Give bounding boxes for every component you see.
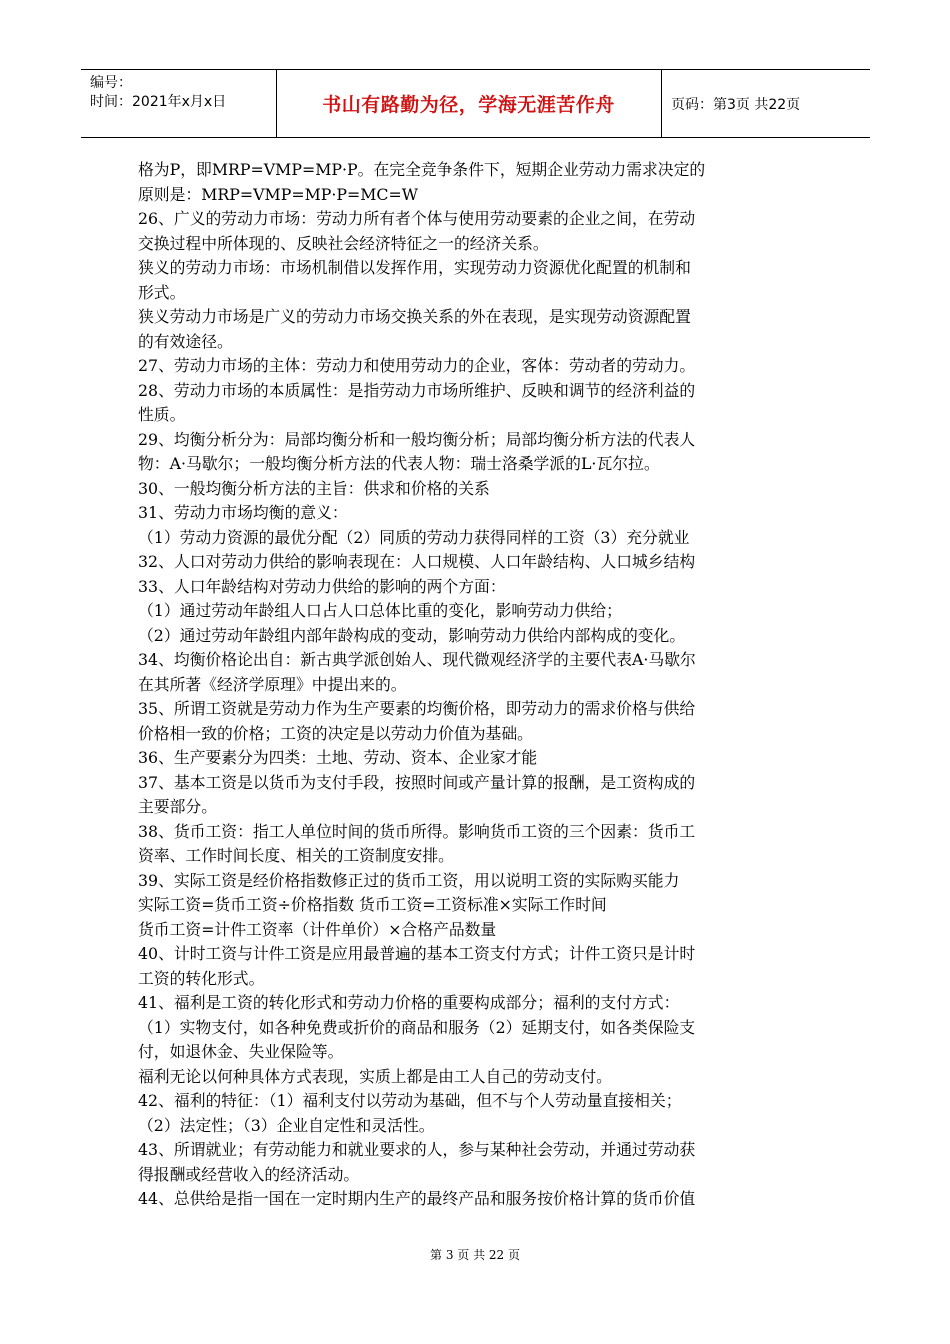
body-line: 43、所谓就业；有劳动能力和就业要求的人，参与某种社会劳动，并通过劳动获 [138, 1140, 696, 1159]
body-line: 31、劳动力市场均衡的意义： [138, 503, 348, 522]
body-line: 32、人口对劳动力供给的影响表现在：人口规模、人口年龄结构、人口城乡结构 [138, 552, 696, 571]
body-line: 得报酬或经营收入的经济活动。 [138, 1164, 360, 1184]
body-line: （2）通过劳动年龄组内部年龄构成的变动，影响劳动力供给内部构成的变化。 [138, 625, 686, 645]
body-line: 41、福利是工资的转化形式和劳动力价格的重要构成部分；福利的支付方式： [138, 993, 680, 1012]
body-line: 狭义劳动力市场是广义的劳动力市场交换关系的外在表现，是实现劳动资源配置 [138, 307, 691, 326]
body-line: 39、实际工资是经价格指数修正过的货币工资，用以说明工资的实际购买能力 [138, 870, 680, 890]
body-line: 实际工资=货币工资÷价格指数 货币工资=工资标准×实际工作时间 [138, 895, 607, 914]
body-line: （2）法定性；（3）企业自定性和灵活性。 [138, 1115, 435, 1135]
body-line: 34、均衡价格论出自：新古典学派创始人、现代微观经济学的主要代表A·马歇尔 [138, 650, 696, 669]
body-line: 格为P，即MRP=VMP=MP·P。在完全竞争条件下，短期企业劳动力需求决定的 [138, 160, 706, 179]
body-line: 33、人口年龄结构对劳动力供给的影响的两个方面： [138, 576, 506, 596]
body-line: （1）劳动力资源的最优分配（2）同质的劳动力获得同样的工资（3）充分就业 [138, 527, 690, 547]
page-header [81, 69, 870, 138]
body-line: 资率、工作时间长度、相关的工资制度安排。 [138, 846, 454, 865]
body-line: 工资的转化形式。 [138, 968, 265, 988]
body-line: 35、所谓工资就是劳动力作为生产要素的均衡价格，即劳动力的需求价格与供给 [138, 699, 696, 718]
page-footer: 第 3 页 共 22 页 [430, 1248, 520, 1262]
body-line: 价格相一致的价格；工资的决定是以劳动力价值为基础。 [138, 723, 533, 743]
body-line: 物：A·马歇尔；一般均衡分析方法的代表人物：瑞士洛桑学派的L·瓦尔拉。 [138, 454, 660, 473]
body-line: 40、计时工资与计件工资是应用最普遍的基本工资支付方式；计件工资只是计时 [138, 944, 696, 963]
document-body [138, 158, 828, 1212]
body-line: 26、广义的劳动力市场：劳动力所有者个体与使用劳动要素的企业之间，在劳动 [138, 209, 696, 228]
body-line: 29、均衡分析分为：局部均衡分析和一般均衡分析；局部均衡分析方法的代表人 [138, 429, 696, 449]
body-line: 狭义的劳动力市场：市场机制借以发挥作用，实现劳动力资源优化配置的机制和 [138, 258, 691, 277]
body-line: 福利无论以何种具体方式表现，实质上都是由工人自己的劳动支付。 [138, 1066, 612, 1086]
body-line: 原则是：MRP=VMP=MP·P=MC=W [138, 184, 418, 204]
document-number-label: 编号： [90, 75, 132, 91]
header-motto: 书山有路勤为径，学海无涯苦作舟 [322, 94, 615, 116]
body-line: 38、货币工资：指工人单位时间的货币所得。影响货币工资的三个因素：货币工 [138, 821, 696, 841]
body-line: 主要部分。 [138, 797, 217, 816]
document-time-label: 时间：2021年x月x日 [90, 94, 227, 110]
header-page-cell [661, 70, 870, 137]
body-line: 27、劳动力市场的主体：劳动力和使用劳动力的企业，客体：劳动者的劳动力。 [138, 356, 696, 375]
body-line: 的有效途径。 [138, 331, 233, 351]
body-line: 37、基本工资是以货币为支付手段，按照时间或产量计算的报酬，是工资构成的 [138, 772, 696, 792]
body-line: 货币工资=计件工资率（计件单价）×合格产品数量 [138, 919, 497, 939]
body-line: 42、福利的特征：（1）福利支付以劳动为基础，但不与个人劳动量直接相关； [138, 1091, 682, 1110]
body-line: 28、劳动力市场的本质属性：是指劳动力市场所维护、反映和调节的经济利益的 [138, 380, 696, 400]
header-meta-cell [81, 70, 277, 137]
body-line: 在其所著《经济学原理》中提出来的。 [138, 674, 407, 694]
body-line: 性质。 [138, 405, 186, 424]
body-line: 44、总供给是指一国在一定时期内生产的最终产品和服务按价格计算的货币价值 [138, 1189, 696, 1208]
body-line: （1）通过劳动年龄组人口占人口总体比重的变化，影响劳动力供给； [138, 601, 622, 620]
header-motto-cell [276, 70, 662, 137]
body-line: 交换过程中所体现的、反映社会经济特征之一的经济关系。 [138, 233, 549, 253]
header-page-info: 页码：第3页 共22页 [671, 97, 801, 113]
body-line: 36、生产要素分为四类：土地、劳动、资本、企业家才能 [138, 748, 538, 767]
body-line: 形式。 [138, 282, 186, 302]
body-line: 付，如退休金、失业保险等。 [138, 1042, 344, 1061]
body-line: （1）实物支付，如各种免费或折价的商品和服务（2）延期支付，如各类保险支 [138, 1017, 696, 1037]
body-line: 30、一般均衡分析方法的主旨：供求和价格的关系 [138, 478, 490, 498]
